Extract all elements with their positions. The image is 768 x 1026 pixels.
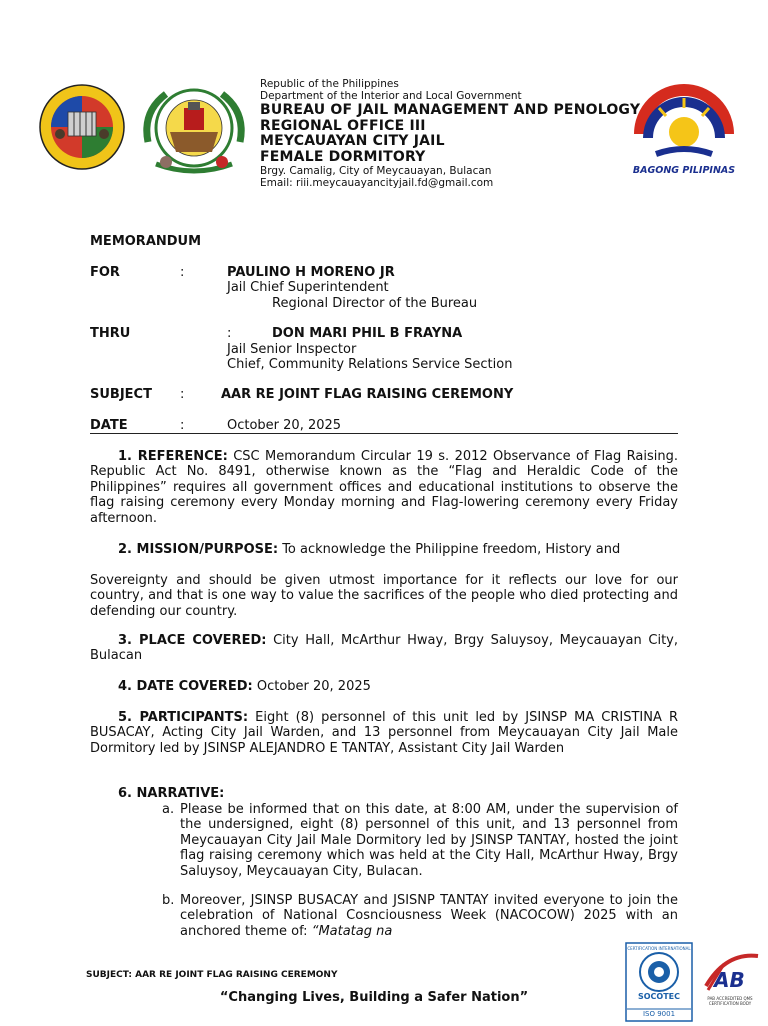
section-5-heading: 5. PARTICIPANTS: [118, 710, 249, 725]
pab-caption: PAB ACCREDITED QMS CERTIFICATION BODY [707, 996, 753, 1006]
narrative-item-a [162, 802, 678, 879]
section-3-text: City Hall, McArthur Hway, Brgy Saluysoy, Meycauayan City, Bulacan [90, 633, 678, 664]
date-label: DATE [90, 418, 128, 433]
section-6-heading: 6. NARRATIVE: [118, 786, 225, 801]
socotec-text: SOCOTEC [637, 992, 681, 1001]
header-divider [90, 433, 678, 434]
section-place [90, 633, 678, 664]
narrative-a-marker: a. [162, 802, 175, 817]
section-mission [90, 542, 678, 557]
thru-position: Chief, Community Relations Service Section [227, 357, 513, 372]
narrative-a-text: Please be informed that on this date, at 8:00 AM, under the supervision of the undersigned, eight (8) personnel of this unit, and 13 personnel from Meycauayan City Jail Male Dormitory led by JSINSP TANTAY, hosted the joint flag raising ceremony which was held at the City Hall, McArthur Hway, Brgy Saluysoy, Meycauayan City, Bulacan. [180, 802, 678, 879]
region-line: REGIONAL OFFICE III [260, 118, 426, 134]
meycauayan-city-seal-logo [136, 82, 252, 178]
narrative-b-marker: b. [162, 893, 175, 908]
section-2-heading: 2. MISSION/PURPOSE: [118, 542, 279, 557]
section-1-text: CSC Memorandum Circular 19 s. 2012 Observance of Flag Raising. Republic Act No. 8491, otherwise known as the “Flag and Heraldic Code of the Philippines” requires all government offices and educational institutions to observe the flag raising ceremony every Monday morning and Flag-lowering ceremony every Friday afternoon. [90, 449, 678, 526]
section-2-text-2: Sovereignty and should be given utmost importance for it reflects our love for our country, and that is one way to value the sacrifices of the people who died protecting and defending our country. [90, 573, 678, 619]
for-label: FOR [90, 265, 120, 280]
section-4-heading: 4. DATE COVERED: [118, 679, 253, 694]
republic-line: Republic of the Philippines [260, 78, 399, 90]
jail-line: MEYCAUAYAN CITY JAIL [260, 133, 445, 149]
section-mission-cont [90, 573, 678, 619]
section-3-heading: 3. PLACE COVERED: [118, 633, 267, 648]
narrative-b-theme: “Matatag na [311, 923, 393, 939]
section-5-text: Eight (8) personnel of this unit led by JSINSP MA CRISTINA R BUSACAY, Acting City Jail Warden, and 13 personnel from Meycauayan City Jail Male Dormitory led by JSINSP ALEJANDRO E TANTAY, Assistant City Jail Warden [90, 710, 678, 756]
pab-accreditation-logo [698, 946, 762, 1016]
memo-title: MEMORANDUM [90, 234, 202, 249]
narrative-b-text: Moreover, JSINSP BUSACAY and JSISNP TANTAY invited everyone to join the celebration of National Cosnciousness Week (NACOCOW) 2025 with an anchored theme of: [180, 893, 678, 939]
thru-name: DON MARI PHIL B FRAYNA [272, 326, 463, 341]
for-rank: Jail Chief Superintendent [227, 280, 389, 295]
section-narrative [90, 786, 678, 801]
for-position: Regional Director of the Bureau [272, 296, 478, 311]
dorm-line: FEMALE DORMITORY [260, 149, 426, 165]
subject-label: SUBJECT [90, 387, 152, 402]
thru-colon: : [227, 326, 232, 341]
section-reference [90, 449, 678, 526]
section-1-number: 1 [118, 449, 128, 464]
iso-9001-text: ISO 9001 [642, 1010, 676, 1018]
section-4-text: October 20, 2025 [252, 679, 371, 694]
bjmp-seal-logo [30, 82, 134, 172]
footer-subject: SUBJECT: AAR RE JOINT FLAG RAISING CEREMONY [86, 970, 338, 980]
section-2-text-1: To acknowledge the Philippine freedom, History and [278, 542, 621, 557]
thru-label: THRU [90, 326, 131, 341]
bureau-line: BUREAU OF JAIL MANAGEMENT AND PENOLOGY [260, 102, 641, 118]
subject-value: AAR RE JOINT FLAG RAISING CEREMONY [221, 387, 514, 402]
section-date-covered [90, 679, 678, 694]
thru-rank: Jail Senior Inspector [227, 342, 357, 357]
socotec-iso-logo [625, 942, 693, 1022]
subject-colon: : [180, 387, 185, 402]
pab-letters: AB [714, 968, 745, 992]
section-participants [90, 710, 678, 756]
address-line: Brgy. Camalig, City of Meycauayan, Bulacan [260, 165, 492, 177]
bagong-pilipinas-text: BAGONG PILIPINAS [632, 165, 736, 176]
section-1-heading: . REFERENCE: [127, 449, 228, 464]
department-line: Department of the Interior and Local Government [260, 90, 522, 102]
for-name: PAULINO H MORENO JR [227, 265, 395, 280]
footer-tagline: “Changing Lives, Building a Safer Nation” [219, 990, 529, 1005]
date-value: October 20, 2025 [227, 418, 342, 433]
socotec-top-text: CERTIFICATION INTERNATIONAL [627, 946, 691, 951]
narrative-item-b [162, 893, 678, 939]
for-colon: : [180, 265, 185, 280]
date-colon: : [180, 418, 185, 433]
email-line: Email: riii.meycauayancityjail.fd@gmail.com [260, 177, 494, 189]
